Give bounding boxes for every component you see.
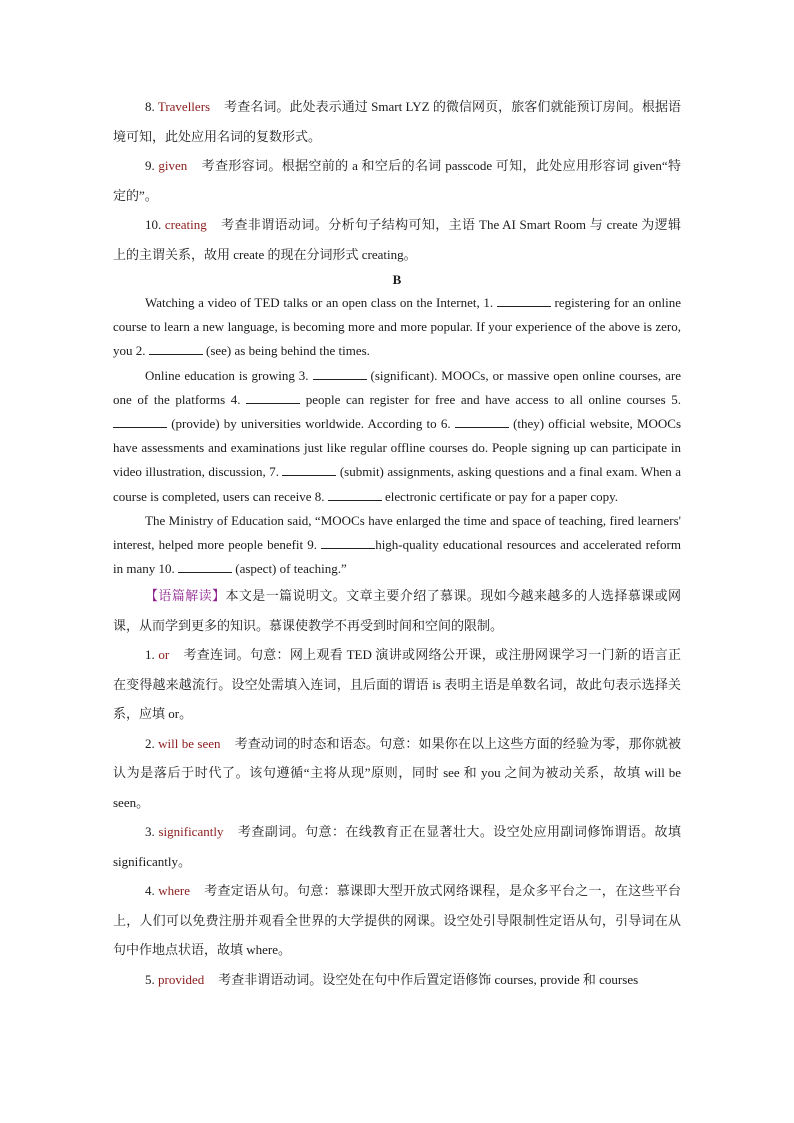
passage-text: (see) as being behind the times. (206, 343, 370, 359)
explanation-5 (113, 965, 681, 995)
blank-10 (178, 560, 232, 573)
passage-paragraph-2 (113, 364, 681, 509)
explanation-text: 考查非谓语动词。设空处在句中作后置定语修饰 courses, provide 和 courses (218, 971, 639, 987)
item-number: 8. (145, 99, 155, 114)
explanation-2 (113, 729, 681, 818)
passage-text: (provide) by universities worldwide. According to 6. (171, 416, 451, 432)
blank-3 (313, 367, 367, 380)
explanation-text: 考查形容词。根据空前的 a 和空后的名词 passcode 可知，此处应用形容词 given“特定的”。 (113, 158, 681, 203)
answer-word: or (158, 647, 170, 663)
passage-text: Watching a video of TED talks or an open class on the Internet, 1. (145, 295, 494, 310)
blank-8 (328, 488, 382, 501)
passage-interpretation (113, 581, 681, 640)
answer-word: will be seen (158, 735, 221, 751)
answer-word: provided (158, 971, 205, 987)
answer-word: given (158, 158, 188, 173)
answer-word: significantly (158, 824, 224, 840)
explanation-9 (113, 151, 681, 210)
passage-text: Online education is growing 3. (145, 367, 309, 383)
explanation-text: 考查连词。句意：网上观看 TED 演讲或网络公开课，或注册网课学习一门新的语言正在变得越来越流行。设空处需填入连词，且后面的谓语 is 表明主语是单数名词，故此句表示选择关系，应填 or。 (113, 647, 682, 722)
item-number: 5. (145, 971, 155, 987)
document-page (113, 92, 681, 994)
passage-paragraph-1 (113, 291, 681, 364)
explanation-text: 考查动词的时态和语态。句意：如果你在以上这些方面的经验为零，那你就被认为是落后于时代了。该句遵循“主将从现”原则，同时 see 和 you 之间为被动关系，故填 will be seen。 (113, 735, 681, 810)
passage-text: (aspect) of teaching.” (235, 561, 347, 577)
passage-text: (significant). MOOCs, or massive open online courses, are one of the platforms 4. (113, 367, 682, 407)
explanation-text: 考查定语从句。句意：慕课即大型开放式网络课程，是众多平台之一，在这些平台上，人们可以免费注册并观看全世界的大学提供的网课。设空处引导限制性定语从句，引导词在从句中作地点状语，故填 where。 (113, 883, 681, 958)
blank-9 (321, 536, 375, 549)
blank-1 (497, 294, 551, 307)
passage-text: (they) official website, MOOCs have assessments and examinations just like regular offline courses do. People signing up can participate in video illustration, discussion, 7. (113, 416, 682, 480)
section-title: B (392, 272, 402, 287)
explanation-text: 考查名词。此处表示通过 Smart LYZ 的微信网页，旅客们就能预订房间。根据语境可知，此处应用名词的复数形式。 (113, 99, 682, 144)
explanation-1 (113, 640, 681, 729)
passage-text: registering for an online course to learn a new language, is becoming more and more popular. If your experience of the above is zero, you 2. (113, 295, 682, 359)
explanation-4 (113, 876, 681, 965)
explanation-text: 考查副词。句意：在线教育正在显著壮大。设空处应用副词修饰谓语。故填 significantly。 (113, 824, 681, 869)
item-number: 4. (145, 883, 155, 899)
interpretation-tag: 【语篇解读】 (145, 588, 226, 604)
blank-6 (455, 415, 509, 428)
passage-text: people can register for free and have access to all online courses 5. (305, 391, 682, 407)
item-number: 3. (145, 824, 155, 840)
passage-text: (submit) assignments, asking questions and a final exam. When a course is completed, users can receive 8. (113, 464, 682, 504)
blank-7 (282, 463, 336, 476)
item-number: 1. (145, 647, 155, 663)
explanation-10 (113, 210, 681, 269)
blank-5 (113, 415, 167, 428)
passage-paragraph-3 (113, 509, 681, 582)
passage-text: electronic certificate or pay for a paper copy. (385, 488, 619, 504)
answer-word: Travellers (157, 99, 211, 114)
item-number: 9. (145, 158, 155, 173)
interpretation-text: 本文是一篇说明文。文章主要介绍了慕课。现如今越来越多的人选择慕课或网课，从而学到更多的知识。慕课使教学不再受到时间和空间的限制。 (113, 588, 681, 633)
blank-4 (246, 391, 300, 404)
explanation-3 (113, 817, 681, 876)
blank-2 (149, 342, 203, 355)
answer-word: where (158, 883, 191, 899)
item-number: 10. (145, 217, 162, 232)
explanation-8 (113, 92, 681, 151)
answer-word: creating (164, 217, 207, 232)
passage-text: The Ministry of Education said, “MOOCs have enlarged the time and space of teaching, fired learners' interest, helped more people benefit 9. (113, 512, 681, 553)
passage-text: high-quality educational resources and accelerated reform in many 10. (113, 537, 681, 577)
item-number: 2. (145, 735, 155, 751)
explanation-text: 考查非谓语动词。分析句子结构可知，主语 The AI Smart Room 与 create 为逻辑上的主谓关系，故用 create 的现在分词形式 creating。 (113, 217, 681, 262)
